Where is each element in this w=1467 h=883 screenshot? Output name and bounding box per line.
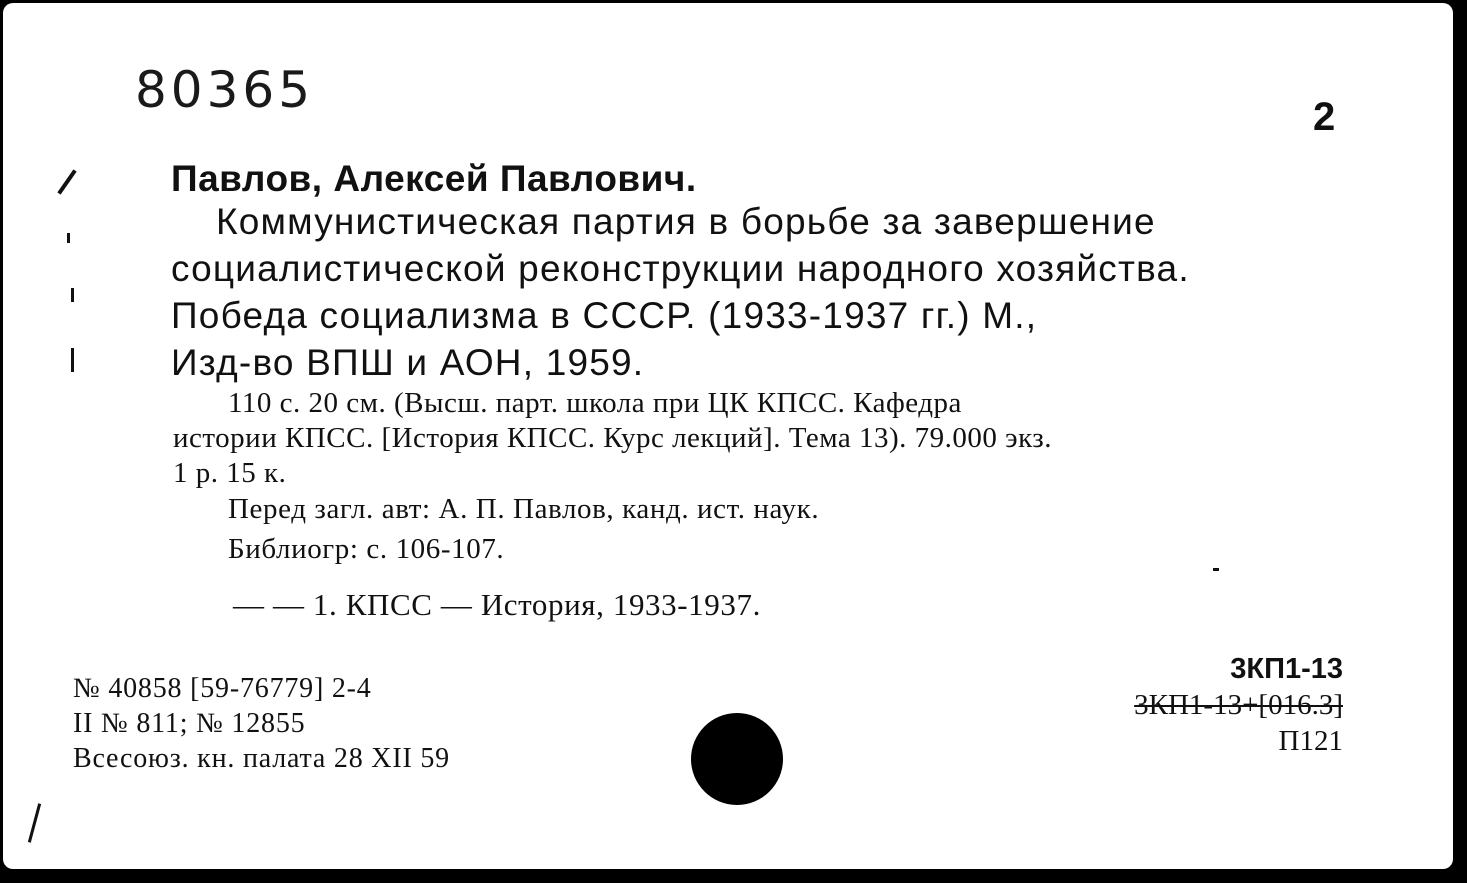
title-line: Победа социализма в СССР. (1933-1937 гг.) М.,	[171, 295, 1038, 336]
card-number: 2	[1313, 95, 1336, 139]
title-block	[171, 198, 1341, 386]
margin-mark	[1213, 568, 1219, 571]
bibliography-note: Библиогр: с. 106-107.	[228, 533, 505, 565]
registration-block	[73, 671, 450, 776]
author-note: Перед загл. авт: А. П. Павлов, канд. ист. наук.	[228, 493, 820, 525]
margin-mark	[57, 169, 76, 194]
physical-description	[173, 386, 1348, 491]
registration-line: Всесоюз. кн. палата 28 XII 59	[73, 743, 450, 774]
title-line: социалистической реконструкции народного хозяйства.	[171, 248, 1190, 289]
registration-line: № 40858 [59-76779] 2-4	[73, 673, 372, 704]
margin-mark	[71, 288, 74, 302]
subject-heading: — — 1. КПСС — История, 1933-1937.	[233, 587, 761, 622]
description-line: 110 с. 20 см. (Высш. парт. школа при ЦК КПСС. Кафедра	[228, 387, 962, 419]
classification-struck: 3КП1-13+[016.3]	[1134, 689, 1343, 721]
registration-line: II № 811; № 12855	[73, 708, 306, 739]
margin-mark	[71, 348, 74, 372]
description-line: истории КПСС. [История КПСС. Курс лекций]. Тема 13). 79.000 экз.	[173, 422, 1052, 454]
classification-block	[1134, 651, 1343, 759]
catalog-card	[3, 3, 1453, 869]
description-line: 1 р. 15 к.	[173, 457, 287, 489]
punch-hole	[691, 713, 783, 805]
handwritten-accession-number: 80365	[135, 61, 315, 119]
margin-mark	[67, 233, 70, 243]
classification-primary: 3КП1-13	[1230, 653, 1343, 685]
title-line: Коммунистическая партия в борьбе за завершение	[216, 201, 1156, 242]
title-line: Изд-во ВПШ и АОН, 1959.	[171, 342, 645, 383]
margin-mark	[28, 803, 41, 842]
shelf-mark: П121	[1278, 725, 1343, 757]
author-heading: Павлов, Алексей Павлович.	[171, 158, 697, 199]
